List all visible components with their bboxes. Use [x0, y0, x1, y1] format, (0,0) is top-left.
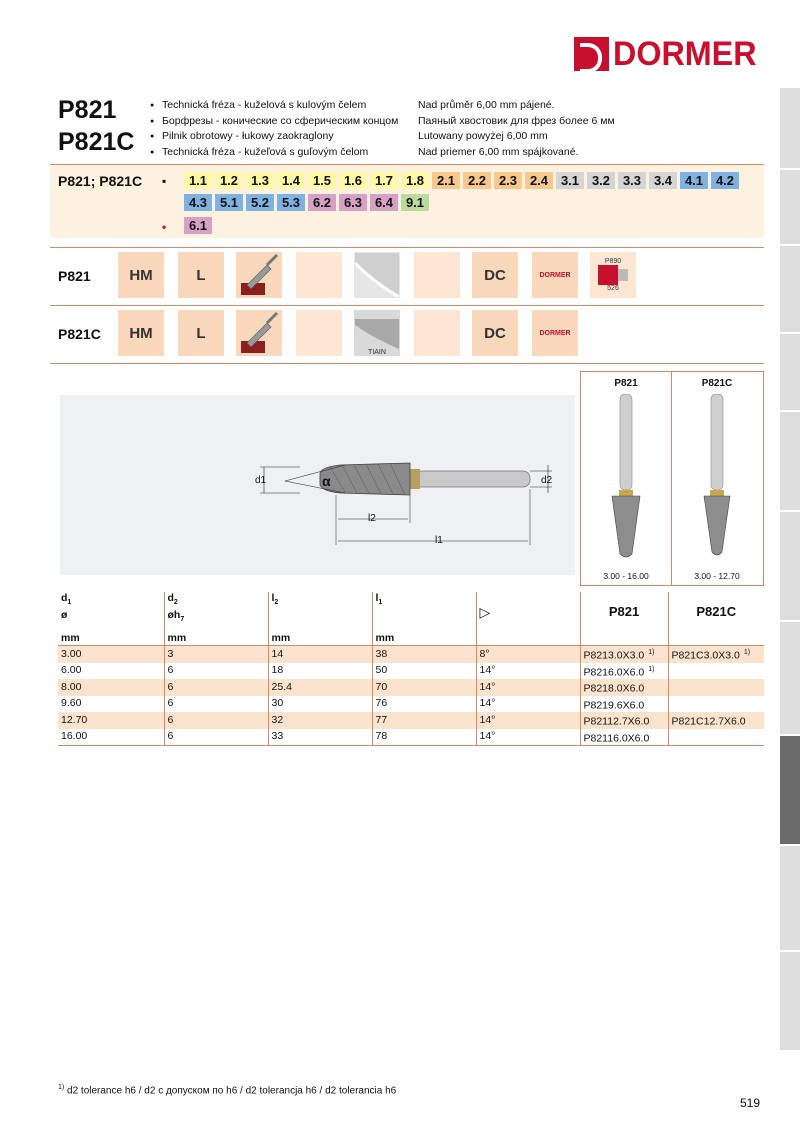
cell-d2: 6 — [164, 696, 268, 713]
technical-drawing — [60, 395, 575, 575]
material-chip: 1.4 — [277, 172, 305, 189]
coating-label: TIAIN — [368, 349, 386, 356]
table-row — [58, 729, 764, 746]
side-tab[interactable] — [780, 620, 800, 734]
cell-l1: 77 — [372, 712, 476, 729]
panel-header-p821: P821 — [614, 378, 638, 389]
dc-icon: DC — [472, 252, 518, 298]
material-chip: 2.2 — [463, 172, 491, 189]
material-chip: 1.1 — [184, 172, 212, 189]
cell-p821c: P821C3.0X3.0 $^{1)}$ — [668, 646, 764, 663]
product-codes — [58, 94, 134, 158]
dc-icon: DC — [472, 310, 518, 356]
cell-d2: 6 — [164, 679, 268, 696]
side-tab[interactable] — [780, 86, 800, 168]
cell-p821: P8216.0X6.0 $^{1)}$ — [580, 663, 668, 680]
material-chip: 3.3 — [618, 172, 646, 189]
l2-label: l2 — [368, 513, 376, 524]
material-chip: 1.5 — [308, 172, 336, 189]
dormer-mini-logo: DORMER — [532, 310, 578, 356]
tialn-coating-icon — [354, 310, 400, 356]
material-chip: 4.2 — [711, 172, 739, 189]
description-item: ● Technická fréza - kužeľová s guľovým čelom — [150, 145, 398, 161]
table-units-row — [58, 632, 764, 646]
material-chip: 2.1 — [432, 172, 460, 189]
material-bullet: ▪ — [162, 174, 167, 188]
unit-cell — [580, 632, 668, 646]
blank-icon — [296, 310, 342, 356]
footnote-mark: 1) — [58, 1084, 65, 1091]
material-chip: 6.1 — [184, 217, 212, 234]
cell-l2: 32 — [268, 712, 372, 729]
cell-l2: 25.4 — [268, 679, 372, 696]
cell-angle: 14° — [476, 712, 580, 729]
property-row-label: P821C — [58, 326, 101, 342]
material-chip: 4.3 — [184, 194, 212, 211]
range-p821c: 3.00 - 12.70 — [694, 571, 740, 581]
cell-d1: 3.00 — [58, 646, 164, 663]
cell-l1: 50 — [372, 663, 476, 680]
unit-cell: mm — [372, 632, 476, 646]
cell-angle: 14° — [476, 679, 580, 696]
cell-p821c — [668, 696, 764, 713]
cell-l1: 76 — [372, 696, 476, 713]
p821-tool-image — [606, 394, 646, 564]
header-p821c: P821C — [668, 592, 764, 632]
property-row-p821c — [50, 305, 764, 361]
dormer-logo-text: DORMER — [612, 34, 757, 73]
cell-d1: 6.00 — [61, 664, 82, 677]
cell-p821: P82112.7X6.0 — [580, 712, 668, 729]
cell-p821: P82116.0X6.0 — [580, 729, 668, 746]
unit-cell — [668, 632, 764, 646]
divider — [50, 363, 764, 364]
side-tab[interactable] — [780, 844, 800, 950]
material-chip: 3.4 — [649, 172, 677, 189]
header-d2: $d_2$ $øh_7$ — [164, 592, 268, 632]
cell-d1: 8.00 — [58, 679, 164, 696]
hm-material-icon: HM — [118, 252, 164, 298]
table-row — [58, 696, 764, 713]
material-chip: 2.3 — [494, 172, 522, 189]
cell-angle: 14° — [476, 663, 580, 680]
side-tab[interactable] — [780, 168, 800, 244]
l1-label: l1 — [435, 535, 443, 546]
dimensions-table — [58, 592, 764, 746]
p821c-tool-image — [697, 394, 737, 564]
cell-angle: 8° — [476, 646, 580, 663]
cell-p821c — [668, 729, 764, 746]
shape-l-icon: L — [178, 310, 224, 356]
cell-l2: 30 — [268, 696, 372, 713]
material-chip: 5.2 — [246, 194, 274, 211]
description-list — [150, 98, 398, 160]
panel-header-p821c: P821C — [701, 378, 733, 389]
tool-pictures-panel — [580, 371, 764, 586]
footnote — [58, 1084, 396, 1096]
unit-cell: mm — [268, 632, 372, 646]
unit-cell — [476, 632, 580, 646]
side-tab[interactable] — [780, 332, 800, 410]
material-chip: 1.2 — [215, 172, 243, 189]
property-row-label: P821 — [58, 268, 91, 284]
material-groups — [50, 164, 764, 238]
blank-icon — [296, 252, 342, 298]
cell-p821: P8219.6X6.0 — [580, 696, 668, 713]
dormer-logo — [574, 36, 764, 72]
header-d1: $d_1$ ø — [61, 592, 72, 622]
cell-l2: 14 — [268, 646, 372, 663]
note-item: Nad průměr 6,00 mm pájené. — [418, 99, 555, 111]
material-chip: 1.3 — [246, 172, 274, 189]
set-number: 526 — [607, 285, 619, 292]
description-item: ● Борфрезы - конические со сферическим концом — [150, 114, 398, 130]
side-tab[interactable] — [780, 244, 800, 332]
cell-d2: 6 — [164, 712, 268, 729]
material-chip: 6.3 — [339, 194, 367, 211]
cell-l2: 18 — [268, 663, 372, 680]
d2-label: d2 — [541, 475, 553, 486]
material-chip: 9.1 — [401, 194, 429, 211]
cell-d1: 12.70 — [58, 712, 164, 729]
side-tab-strip — [780, 86, 800, 1086]
header-l2: $l_2$ — [268, 592, 372, 632]
description-item: ● Technická fréza - kuželová s kulovým čelem — [150, 98, 398, 114]
cutter-shape-icon — [236, 310, 282, 356]
material-chip: 6.4 — [370, 194, 398, 211]
footnote-text: d2 tolerance h6 / d2 с допуском по h6 / d2 tolerancja h6 / d2 tolerancia h6 — [67, 1085, 397, 1097]
material-row — [184, 194, 429, 211]
cell-d2: 6 — [164, 729, 268, 746]
alpha-label: α — [322, 473, 331, 489]
side-tab[interactable] — [780, 410, 800, 510]
note-item: Nad priemer 6,00 mm spájkované. — [418, 145, 579, 158]
table-row — [58, 663, 764, 680]
cell-p821c: P821C12.7X6.0 — [668, 712, 764, 729]
table-row — [58, 679, 764, 696]
cell-l1: 38 — [372, 646, 476, 663]
side-tab-active[interactable] — [780, 734, 800, 844]
unit-cell: mm — [164, 632, 268, 646]
notes-list — [418, 98, 615, 160]
cutter-shape-icon — [236, 252, 282, 298]
product-code: P821C — [58, 128, 135, 156]
cell-d1: 16.00 — [58, 729, 164, 746]
cell-d1: 9.60 — [61, 697, 82, 710]
cell-l2: 33 — [268, 729, 372, 746]
material-chip: 1.6 — [339, 172, 367, 189]
cell-l1: 70 — [372, 679, 476, 696]
product-code: P821 — [58, 96, 117, 124]
material-chip: 1.8 — [401, 172, 429, 189]
material-chip: 2.4 — [525, 172, 553, 189]
material-chip: 4.1 — [680, 172, 708, 189]
cell-angle: 14° — [476, 729, 580, 746]
header-p821: P821 — [580, 592, 668, 632]
header-l1: $l_1$ — [372, 592, 476, 632]
cell-p821: P8213.0X3.0 $^{1)}$ — [580, 646, 668, 663]
dormer-mini-logo: DORMER — [532, 252, 578, 298]
material-bullet-red: • — [162, 220, 167, 234]
material-chip: 3.1 — [556, 172, 584, 189]
material-chip: 6.2 — [308, 194, 336, 211]
set-icon — [590, 252, 636, 298]
table-row — [58, 712, 764, 729]
material-row — [184, 217, 212, 234]
cell-d2: 6 — [164, 663, 268, 680]
set-code: P890 — [604, 258, 622, 265]
cell-l1: 78 — [372, 729, 476, 746]
property-row-p821 — [50, 247, 764, 303]
material-row — [184, 172, 739, 189]
cell-angle: 14° — [476, 696, 580, 713]
material-chip: 1.7 — [370, 172, 398, 189]
material-chip: 5.3 — [277, 194, 305, 211]
cell-p821c — [668, 663, 764, 680]
unit-cell: mm — [58, 632, 164, 646]
side-tab[interactable] — [780, 950, 800, 1050]
dormer-logo-icon — [574, 37, 609, 71]
d1-label: d1 — [255, 475, 267, 486]
blank-icon — [414, 252, 460, 298]
shape-l-icon: L — [178, 252, 224, 298]
cell-p821c — [668, 679, 764, 696]
note-item: Lutowany powyżej 6,00 mm — [418, 130, 548, 142]
page-number: 519 — [740, 1096, 761, 1110]
cell-p821: P8218.0X6.0 — [580, 679, 668, 696]
table-row — [58, 646, 764, 663]
table-header-row — [58, 592, 764, 632]
description-item: ● Pilnik obrotowy - łukowy zaokraglony — [150, 129, 398, 145]
blank-icon — [414, 310, 460, 356]
material-label: P821; P821C — [58, 173, 143, 189]
angle-icon: ▷ — [476, 592, 580, 632]
hm-material-icon: HM — [118, 310, 164, 356]
uncoated-icon — [354, 252, 400, 298]
range-p821: 3.00 - 16.00 — [603, 571, 649, 581]
note-item: Паяный хвостовик для фрез более 6 мм — [418, 114, 615, 127]
panel-divider — [671, 372, 672, 585]
material-chip: 3.2 — [587, 172, 615, 189]
cell-d2: 3 — [164, 646, 268, 663]
material-chip: 5.1 — [215, 194, 243, 211]
side-tab[interactable] — [780, 510, 800, 620]
